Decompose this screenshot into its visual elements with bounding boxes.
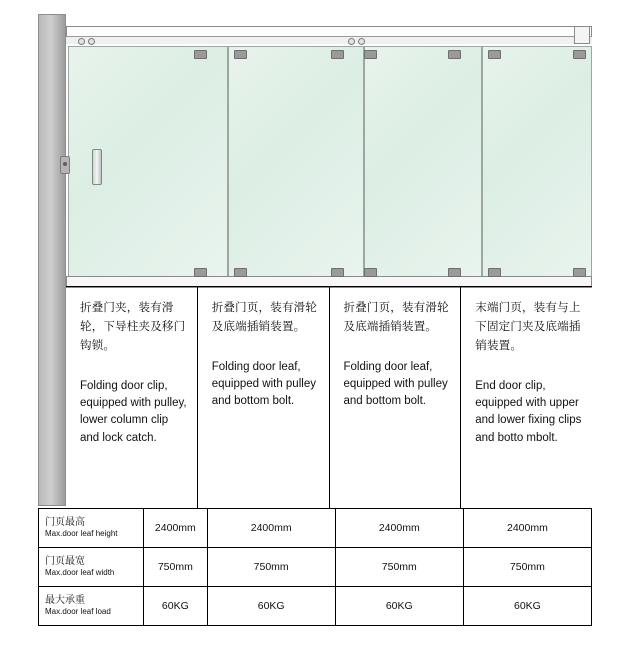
bottom-bolt: [331, 268, 344, 277]
roller-bracket: [364, 50, 377, 59]
row-label: [39, 587, 144, 626]
cell-value: 60KG: [335, 587, 463, 626]
bottom-bolt: [364, 268, 377, 277]
top-track-end-cap: [574, 26, 590, 44]
lock-keyhole-icon: [63, 162, 67, 166]
description-en: Folding door leaf, equipped with pulley and bottom bolt.: [211, 360, 316, 408]
row-label-en: Max.door leaf load: [45, 607, 111, 617]
door-handle: [92, 149, 102, 185]
description-cell-3: [329, 287, 461, 509]
bottom-bolt: [448, 268, 461, 277]
row-label: [39, 509, 144, 548]
description-en: Folding door leaf, equipped with pulley and bottom bolt.: [343, 360, 448, 408]
top-track-groove: [66, 36, 592, 44]
description-cell-4: [460, 287, 592, 509]
description-cell-1: [66, 287, 197, 509]
description-row: [66, 286, 592, 509]
glass-panel-3: [364, 46, 482, 284]
roller-bracket: [331, 50, 344, 59]
description-cell-2: [197, 287, 329, 509]
cell-value: 2400mm: [463, 509, 591, 548]
spec-table: [38, 508, 592, 626]
cell-value: 750mm: [144, 548, 208, 587]
description-cn: 折叠门夹，装有滑轮，下导柱夹及移门钩锁。: [80, 302, 186, 352]
cell-value: 750mm: [463, 548, 591, 587]
cell-value: 60KG: [463, 587, 591, 626]
row-label-en: Max.door leaf width: [45, 568, 115, 578]
bottom-bolt: [573, 268, 586, 277]
bottom-bolt: [194, 268, 207, 277]
pulley: [348, 38, 370, 46]
bottom-bolt: [234, 268, 247, 277]
roller-bracket: [573, 50, 586, 59]
roller-bracket: [234, 50, 247, 59]
cell-value: 2400mm: [335, 509, 463, 548]
cell-value: 2400mm: [207, 509, 335, 548]
row-label-en: Max.door leaf height: [45, 529, 118, 539]
description-cn: 折叠门页，装有滑轮及底端插销装置。: [343, 302, 449, 333]
table-row: [39, 587, 592, 626]
table-row: [39, 509, 592, 548]
pulley: [78, 38, 100, 46]
glass-panel-4: [482, 46, 592, 284]
description-cn: 折叠门页，装有滑轮及底端插销装置。: [211, 302, 318, 333]
table-row: [39, 548, 592, 587]
roller-bracket: [488, 50, 501, 59]
roller-bracket: [448, 50, 461, 59]
glass-panel-2: [228, 46, 364, 284]
description-en: End door clip, equipped with upper and lower fixing clips and botto mbolt.: [475, 379, 582, 444]
row-label: [39, 548, 144, 587]
description-cn: 末端门页，装有与上下固定门夹及底端插销装置。: [475, 302, 581, 352]
cell-value: 2400mm: [144, 509, 208, 548]
bottom-bolt: [488, 268, 501, 277]
cell-value: 60KG: [207, 587, 335, 626]
cell-value: 60KG: [144, 587, 208, 626]
door-elevation-drawing: [38, 14, 592, 286]
cell-value: 750mm: [207, 548, 335, 587]
wall-post: [38, 14, 66, 506]
cell-value: 750mm: [335, 548, 463, 587]
row-label-cn: 最大承重: [45, 594, 85, 606]
description-en: Folding door clip, equipped with pulley, lower column clip and lock catch.: [80, 379, 187, 444]
roller-bracket: [194, 50, 207, 59]
row-label-cn: 门页最宽: [45, 555, 85, 567]
row-label-cn: 门页最高: [45, 516, 85, 528]
